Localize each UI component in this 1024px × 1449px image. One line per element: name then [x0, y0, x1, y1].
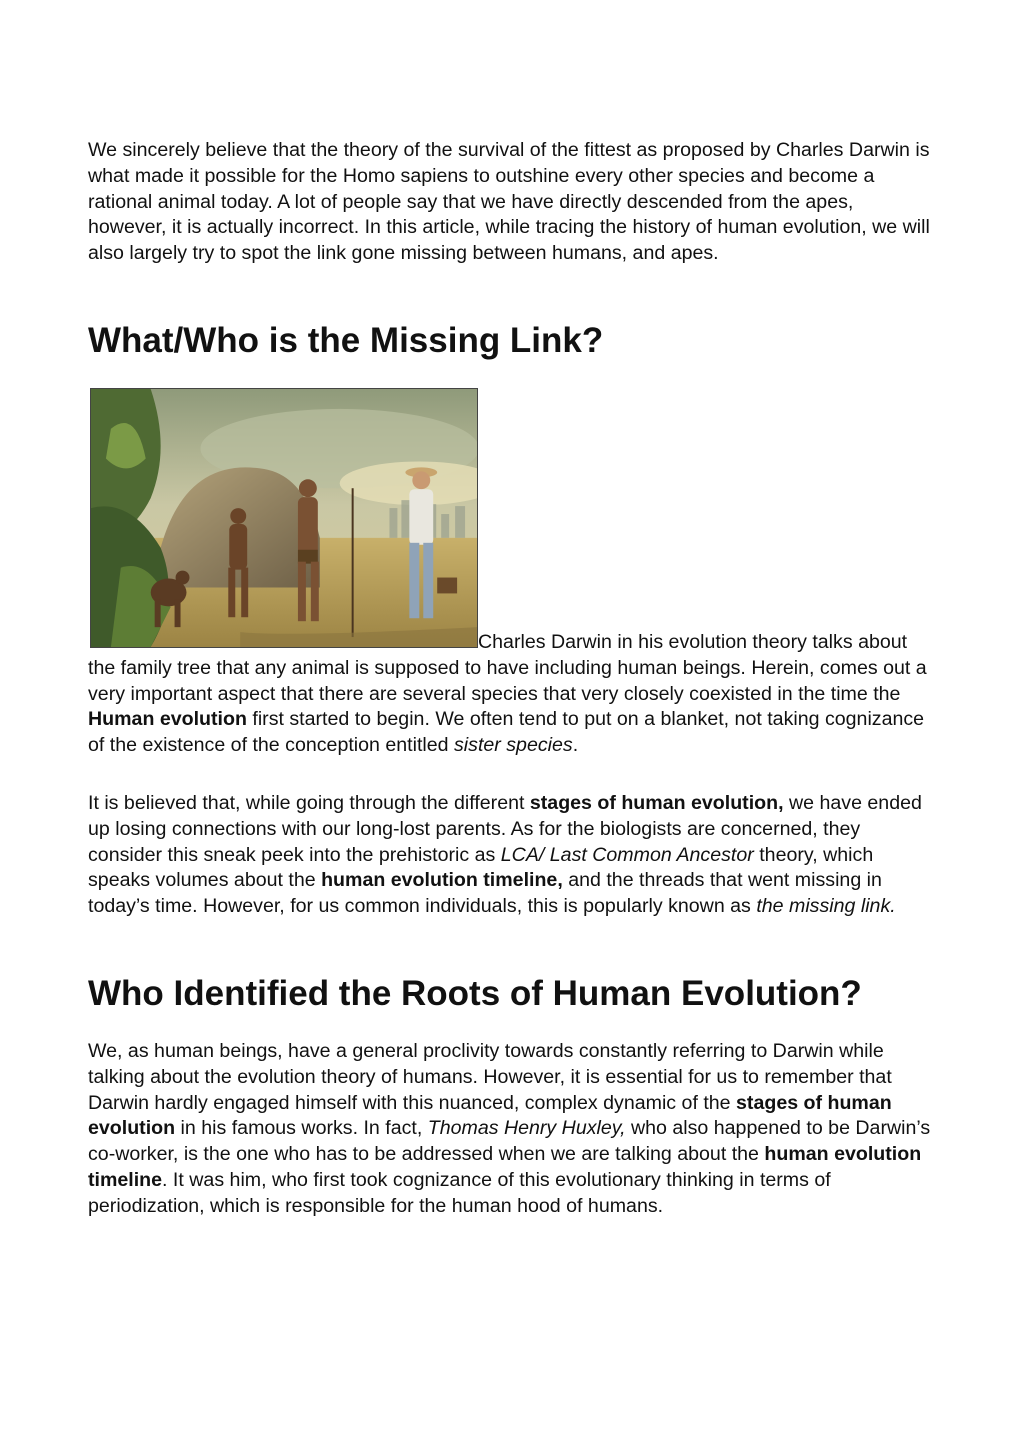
bold-stages: stages of human evolution, [529, 791, 784, 814]
text-run: . It was him, who first took cognizance of this evolutionary thinking in terms of periodization, which is responsible for the human hood of humans. [88, 1168, 831, 1217]
figure-with-text [88, 388, 934, 759]
article-body [88, 138, 934, 1220]
text-run: . [572, 734, 579, 757]
italic-huxley: Thomas Henry Huxley, [427, 1117, 626, 1140]
paragraph-huxley [88, 1039, 934, 1220]
italic-lca: LCA/ Last Common Ancestor [500, 843, 754, 866]
italic-sister-species: sister species [454, 734, 573, 757]
text-run: It is believed that, while going through the different [88, 791, 530, 814]
text-run: and the threads that went missing in today’s time. However, for us common individuals, this is popularly known as [88, 869, 882, 918]
text-run: first started to begin. We often tend to put on a blanket, not taking cognizance of the existence of the conception entitled [88, 708, 925, 757]
text-run: we have ended up losing connections with our long-lost parents. As for the biologists are concerned, they consider this sneak peek into the prehistoric as [88, 791, 922, 866]
paragraph-stages [88, 791, 934, 920]
text-run: theory, which speaks volumes about the [88, 843, 874, 892]
bold-timeline: human evolution timeline, [321, 869, 563, 892]
text-run: We, as human beings, have a general proclivity towards constantly referring to Darwin while talking about the evolution theory of humans. However, it is essential for us to remember that Darwin hardly engaged himself with this nuanced, complex dynamic of the [88, 1039, 892, 1114]
heading-missing-link: What/Who is the Missing Link? [88, 320, 604, 360]
bold-timeline: human evolution timeline [88, 1143, 922, 1191]
text-run: Charles Darwin in his evolution theory talks about the family tree that any animal is supposed to have including human beings. Herein, comes out a very important aspect that there are several species that very closely coexisted in the time the [88, 630, 927, 705]
heading-roots: Who Identified the Roots of Human Evolution? [88, 973, 862, 1013]
bold-human-evolution: Human evolution [88, 708, 247, 731]
paragraph-family-tree [88, 630, 934, 759]
text-run: in his famous works. In fact, [175, 1117, 428, 1140]
intro-paragraph: We sincerely believe that the theory of the survival of the fittest as proposed by Charles Darwin is what made it possible for the Homo sapiens to outshine every other species and become a rational animal today. A lot of people say that we have directly descended from the apes, however, it is actually incorrect. In this article, while tracing the history of human evolution, we will also largely try to spot the link gone missing between humans, and apes. [88, 139, 930, 265]
text-run: who also happened to be Darwin’s co-worker, is the one who has to be addressed when we are talking about the [88, 1117, 931, 1166]
evolution-illustration-image [90, 388, 478, 648]
italic-missing-link: the missing link. [756, 895, 896, 918]
bold-stages: stages of human evolution [88, 1091, 892, 1140]
